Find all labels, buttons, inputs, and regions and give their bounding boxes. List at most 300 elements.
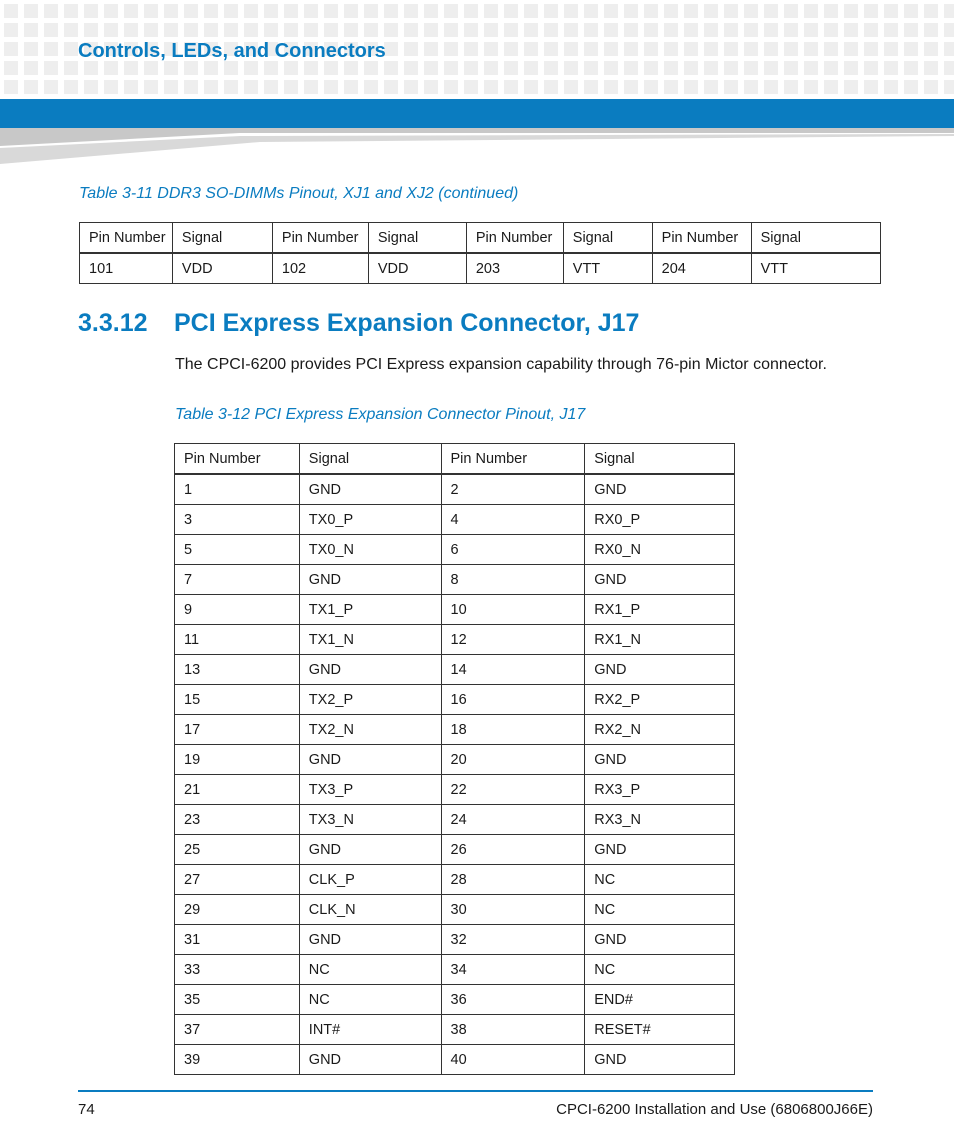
pattern-square (484, 42, 498, 56)
pattern-square (404, 4, 418, 18)
pattern-square (324, 80, 338, 94)
pattern-square (904, 4, 918, 18)
pattern-square (804, 42, 818, 56)
pattern-square (344, 61, 358, 75)
table-cell: 15 (175, 685, 300, 715)
pattern-square (564, 23, 578, 37)
pattern-square (724, 23, 738, 37)
pattern-square (644, 80, 658, 94)
pattern-square (644, 42, 658, 56)
table-header-cell: Pin Number (441, 444, 585, 475)
table-row (175, 715, 735, 745)
running-header-title: Controls, LEDs, and Connectors (78, 40, 386, 62)
pattern-square (84, 4, 98, 18)
pattern-square (924, 42, 938, 56)
pattern-square (784, 80, 798, 94)
pattern-square (944, 23, 954, 37)
pattern-square (804, 80, 818, 94)
pattern-square (784, 23, 798, 37)
table-cell: TX1_P (299, 595, 441, 625)
table-cell: 37 (175, 1015, 300, 1045)
pattern-square (524, 80, 538, 94)
pattern-square (544, 80, 558, 94)
table-cell: NC (299, 985, 441, 1015)
pattern-square (524, 23, 538, 37)
pattern-square (84, 80, 98, 94)
pattern-square (64, 42, 78, 56)
pattern-square (264, 4, 278, 18)
pattern-square (184, 61, 198, 75)
table-cell: NC (299, 955, 441, 985)
table-cell: GND (299, 745, 441, 775)
table-row (175, 775, 735, 805)
pattern-square (724, 61, 738, 75)
table-row (175, 685, 735, 715)
table-cell: 23 (175, 805, 300, 835)
table-cell: 27 (175, 865, 300, 895)
pattern-square (444, 61, 458, 75)
table-cell: 34 (441, 955, 585, 985)
pattern-square (244, 61, 258, 75)
pattern-square (684, 61, 698, 75)
pattern-square (504, 61, 518, 75)
pattern-square (64, 23, 78, 37)
pattern-square (264, 23, 278, 37)
table-cell: 31 (175, 925, 300, 955)
pattern-square (604, 4, 618, 18)
pattern-square (244, 23, 258, 37)
pattern-square (604, 80, 618, 94)
table-row (175, 805, 735, 835)
table-cell: VTT (563, 253, 652, 284)
table-cell: RX1_N (585, 625, 735, 655)
pattern-square (164, 80, 178, 94)
table-row (175, 595, 735, 625)
table-header-cell: Signal (563, 223, 652, 254)
table-cell: 14 (441, 655, 585, 685)
pattern-square (564, 61, 578, 75)
table-cell: 40 (441, 1045, 585, 1075)
table-cell: RX0_N (585, 535, 735, 565)
pattern-square (164, 4, 178, 18)
ddr3-pinout-table (79, 222, 881, 284)
table-header-row (175, 444, 735, 475)
pattern-square (764, 4, 778, 18)
table-cell: 1 (175, 474, 300, 505)
pattern-square (884, 61, 898, 75)
pattern-square (784, 42, 798, 56)
pattern-square (904, 61, 918, 75)
pattern-square (844, 4, 858, 18)
table-row (175, 565, 735, 595)
pattern-square (764, 23, 778, 37)
pattern-square (344, 23, 358, 37)
pattern-square (684, 4, 698, 18)
pattern-square (744, 80, 758, 94)
table-cell: TX3_N (299, 805, 441, 835)
pattern-square (804, 4, 818, 18)
pattern-square (404, 80, 418, 94)
pattern-square (324, 61, 338, 75)
table-cell: TX0_P (299, 505, 441, 535)
pattern-square (124, 23, 138, 37)
pattern-square (884, 42, 898, 56)
pattern-square (44, 80, 58, 94)
pattern-square (624, 61, 638, 75)
pattern-square (424, 4, 438, 18)
pattern-square (924, 23, 938, 37)
pattern-square (144, 23, 158, 37)
pattern-square (804, 61, 818, 75)
pattern-square (824, 23, 838, 37)
pattern-square (704, 61, 718, 75)
pattern-square (444, 4, 458, 18)
pattern-square (584, 42, 598, 56)
table-cell: 35 (175, 985, 300, 1015)
pattern-square (804, 23, 818, 37)
page-number: 74 (78, 1101, 95, 1118)
pattern-square (704, 23, 718, 37)
pcie-pinout-table (174, 443, 735, 1075)
pattern-square (604, 61, 618, 75)
pattern-square (624, 80, 638, 94)
pattern-square (204, 4, 218, 18)
table-header-row (80, 223, 881, 254)
table-cell: 16 (441, 685, 585, 715)
pattern-square (504, 80, 518, 94)
table-cell: 33 (175, 955, 300, 985)
table-cell: 30 (441, 895, 585, 925)
table-row (175, 925, 735, 955)
table-cell: RX3_P (585, 775, 735, 805)
pattern-square (284, 4, 298, 18)
table-cell: 13 (175, 655, 300, 685)
pattern-square (864, 61, 878, 75)
pattern-square (584, 61, 598, 75)
pattern-square (764, 42, 778, 56)
pattern-square (304, 80, 318, 94)
pattern-square (744, 42, 758, 56)
pattern-square (524, 4, 538, 18)
pattern-square (184, 80, 198, 94)
table-cell: 10 (441, 595, 585, 625)
table-row (175, 865, 735, 895)
pattern-square (344, 4, 358, 18)
table-cell: 7 (175, 565, 300, 595)
pattern-square (604, 23, 618, 37)
pattern-square (304, 23, 318, 37)
table-cell: RESET# (585, 1015, 735, 1045)
table-row (175, 895, 735, 925)
pattern-square (184, 4, 198, 18)
pattern-square (384, 61, 398, 75)
pattern-square (644, 23, 658, 37)
pattern-square (164, 61, 178, 75)
section-heading (78, 309, 639, 338)
pattern-square (764, 80, 778, 94)
table-cell: TX2_P (299, 685, 441, 715)
pattern-square (564, 4, 578, 18)
table-header-cell: Signal (368, 223, 466, 254)
table-cell: 8 (441, 565, 585, 595)
pattern-square (344, 80, 358, 94)
pattern-square (64, 61, 78, 75)
pattern-square (264, 61, 278, 75)
pattern-square (324, 4, 338, 18)
pattern-square (4, 80, 18, 94)
pattern-square (264, 80, 278, 94)
pattern-square (904, 23, 918, 37)
pattern-square (444, 80, 458, 94)
table-header-cell: Pin Number (175, 444, 300, 475)
pattern-square (284, 23, 298, 37)
table-cell: RX2_N (585, 715, 735, 745)
table-cell: 9 (175, 595, 300, 625)
table1-caption: Table 3-11 DDR3 SO-DIMMs Pinout, XJ1 and XJ2 (continued) (79, 185, 519, 202)
table-row (175, 1045, 735, 1075)
pattern-square (884, 4, 898, 18)
pattern-square (724, 42, 738, 56)
pattern-square (664, 4, 678, 18)
pattern-square (24, 80, 38, 94)
pattern-square (364, 23, 378, 37)
pattern-square (544, 23, 558, 37)
table-row (80, 253, 881, 284)
table-cell: 102 (272, 253, 368, 284)
table-cell: TX0_N (299, 535, 441, 565)
table-cell: GND (585, 474, 735, 505)
pattern-square (64, 4, 78, 18)
pattern-square (584, 4, 598, 18)
pattern-square (124, 80, 138, 94)
table-cell: END# (585, 985, 735, 1015)
pattern-square (544, 61, 558, 75)
table-row (175, 655, 735, 685)
table2-caption: Table 3-12 PCI Express Expansion Connector Pinout, J17 (175, 406, 586, 423)
pattern-square (904, 42, 918, 56)
table-cell: 12 (441, 625, 585, 655)
pattern-square (604, 42, 618, 56)
pattern-square (524, 42, 538, 56)
pattern-square (184, 23, 198, 37)
pattern-square (44, 42, 58, 56)
pattern-square (204, 80, 218, 94)
table-header-cell: Pin Number (466, 223, 563, 254)
pattern-square (824, 80, 838, 94)
pattern-square (464, 61, 478, 75)
pattern-square (764, 61, 778, 75)
pattern-square (44, 4, 58, 18)
pattern-square (824, 42, 838, 56)
table-cell: CLK_P (299, 865, 441, 895)
pattern-square (404, 42, 418, 56)
table-cell: 3 (175, 505, 300, 535)
pattern-square (464, 42, 478, 56)
pattern-square (144, 61, 158, 75)
table-cell: GND (299, 835, 441, 865)
pattern-square (44, 23, 58, 37)
pattern-square (424, 23, 438, 37)
pattern-square (124, 4, 138, 18)
pattern-square (424, 61, 438, 75)
pattern-square (444, 23, 458, 37)
pattern-square (164, 23, 178, 37)
pattern-square (4, 42, 18, 56)
pattern-square (924, 4, 938, 18)
pattern-square (464, 4, 478, 18)
table-cell: GND (585, 565, 735, 595)
section-body-text: The CPCI-6200 provides PCI Express expansion capability through 76-pin Mictor connector. (175, 356, 827, 373)
table-row (175, 505, 735, 535)
table-cell: INT# (299, 1015, 441, 1045)
pattern-square (424, 42, 438, 56)
pattern-square (924, 61, 938, 75)
pattern-square (644, 61, 658, 75)
pattern-square (624, 42, 638, 56)
pattern-square (844, 80, 858, 94)
table-cell: GND (299, 1045, 441, 1075)
table-cell: TX1_N (299, 625, 441, 655)
pattern-square (104, 23, 118, 37)
pattern-square (484, 23, 498, 37)
table-cell: 19 (175, 745, 300, 775)
table-cell: GND (585, 745, 735, 775)
pattern-square (564, 80, 578, 94)
table-cell: GND (585, 1045, 735, 1075)
table-cell: 4 (441, 505, 585, 535)
pattern-square (864, 4, 878, 18)
table-cell: TX3_P (299, 775, 441, 805)
pattern-square (4, 23, 18, 37)
table-cell: 25 (175, 835, 300, 865)
pattern-square (864, 80, 878, 94)
pattern-square (104, 4, 118, 18)
table-row (175, 474, 735, 505)
pattern-square (784, 4, 798, 18)
pattern-square (844, 42, 858, 56)
pattern-square (684, 80, 698, 94)
table-cell: 20 (441, 745, 585, 775)
table-header-cell: Signal (751, 223, 880, 254)
table-row (175, 955, 735, 985)
footer-rule (78, 1090, 873, 1092)
table-header-cell: Pin Number (272, 223, 368, 254)
pattern-square (904, 80, 918, 94)
pattern-square (924, 80, 938, 94)
pattern-square (224, 23, 238, 37)
section-title: PCI Express Expansion Connector, J17 (174, 309, 640, 337)
pattern-square (684, 23, 698, 37)
pattern-square (504, 42, 518, 56)
pattern-square (884, 23, 898, 37)
pattern-square (684, 42, 698, 56)
table-row (175, 535, 735, 565)
table-cell: 26 (441, 835, 585, 865)
table-cell: 28 (441, 865, 585, 895)
pattern-square (744, 4, 758, 18)
pattern-square (64, 80, 78, 94)
table-cell: 24 (441, 805, 585, 835)
pattern-square (504, 4, 518, 18)
table-cell: 203 (466, 253, 563, 284)
table-cell: GND (299, 655, 441, 685)
table-cell: VTT (751, 253, 880, 284)
table-header-cell: Pin Number (652, 223, 751, 254)
table-cell: 17 (175, 715, 300, 745)
pattern-square (24, 42, 38, 56)
pattern-square (304, 61, 318, 75)
pattern-square (944, 80, 954, 94)
table-cell: 5 (175, 535, 300, 565)
pattern-square (744, 61, 758, 75)
table-cell: 38 (441, 1015, 585, 1045)
pattern-square (204, 61, 218, 75)
pattern-square (24, 23, 38, 37)
pattern-square (944, 4, 954, 18)
footer-doc-title: CPCI-6200 Installation and Use (6806800J66E) (556, 1101, 873, 1118)
pattern-square (544, 4, 558, 18)
pattern-square (444, 42, 458, 56)
pattern-square (224, 4, 238, 18)
pattern-square (484, 80, 498, 94)
table-cell: RX2_P (585, 685, 735, 715)
pattern-square (144, 4, 158, 18)
pattern-square (564, 42, 578, 56)
pattern-square (364, 61, 378, 75)
pattern-square (704, 42, 718, 56)
table-row (175, 985, 735, 1015)
table-cell: 101 (80, 253, 173, 284)
pattern-square (104, 80, 118, 94)
pattern-square (404, 61, 418, 75)
pattern-square (484, 61, 498, 75)
pattern-square (484, 4, 498, 18)
table-cell: GND (299, 474, 441, 505)
pattern-square (424, 80, 438, 94)
table-header-cell: Signal (299, 444, 441, 475)
pattern-square (664, 42, 678, 56)
pattern-square (864, 42, 878, 56)
pattern-square (384, 80, 398, 94)
pattern-square (204, 23, 218, 37)
pattern-square (24, 4, 38, 18)
pattern-square (664, 23, 678, 37)
table-cell: 204 (652, 253, 751, 284)
table-cell: 39 (175, 1045, 300, 1075)
pattern-square (744, 23, 758, 37)
table-cell: 2 (441, 474, 585, 505)
table-cell: 18 (441, 715, 585, 745)
pattern-square (724, 80, 738, 94)
pattern-square (864, 23, 878, 37)
table-cell: 32 (441, 925, 585, 955)
pattern-square (504, 23, 518, 37)
pattern-square (724, 4, 738, 18)
table-cell: GND (585, 655, 735, 685)
table-cell: TX2_N (299, 715, 441, 745)
pattern-square (244, 80, 258, 94)
pattern-square (384, 23, 398, 37)
pattern-square (824, 4, 838, 18)
pattern-square (44, 61, 58, 75)
pattern-square (944, 42, 954, 56)
table-cell: 11 (175, 625, 300, 655)
table-cell: GND (585, 925, 735, 955)
header-gray-swoosh (0, 128, 954, 164)
table-cell: GND (299, 925, 441, 955)
pattern-square (844, 23, 858, 37)
table-cell: 36 (441, 985, 585, 1015)
